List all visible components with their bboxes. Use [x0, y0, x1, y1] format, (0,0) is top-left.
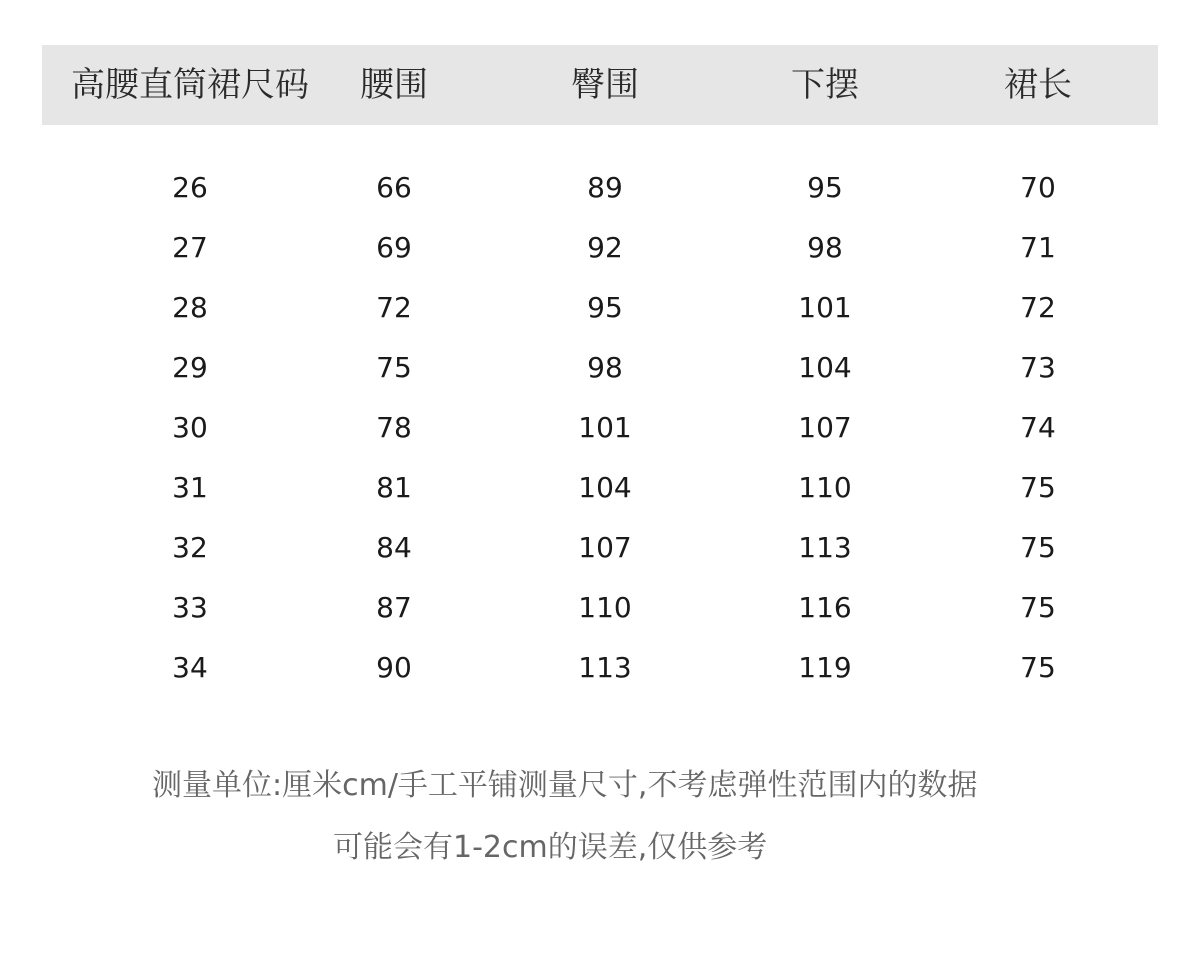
cell-hem: 116 — [798, 591, 852, 624]
cell-waist: 69 — [376, 231, 412, 264]
cell-hem: 119 — [798, 651, 852, 684]
cell-hem: 104 — [798, 351, 852, 384]
cell-size: 32 — [172, 531, 208, 564]
cell-hem: 95 — [807, 171, 843, 204]
cell-size: 30 — [172, 411, 208, 444]
header-waist: 腰围 — [360, 65, 428, 105]
cell-hem: 110 — [798, 471, 852, 504]
tolerance-note: 可能会有1-2cm的误差,仅供参考 — [333, 830, 768, 865]
cell-skirt-length: 75 — [1020, 591, 1056, 624]
header-size: 高腰直筒裙尺码 — [71, 65, 309, 105]
table-row — [42, 338, 1158, 398]
cell-skirt-length: 73 — [1020, 351, 1056, 384]
cell-hip: 107 — [578, 531, 632, 564]
cell-skirt-length: 75 — [1020, 471, 1056, 504]
table-row — [42, 638, 1158, 698]
cell-waist: 84 — [376, 531, 412, 564]
cell-skirt-length: 75 — [1020, 651, 1056, 684]
cell-hip: 98 — [587, 351, 623, 384]
cell-hip: 92 — [587, 231, 623, 264]
table-row — [42, 518, 1158, 578]
table-row — [42, 578, 1158, 638]
cell-waist: 90 — [376, 651, 412, 684]
cell-waist: 81 — [376, 471, 412, 504]
table-header-row — [42, 45, 1158, 125]
cell-hip: 89 — [587, 171, 623, 204]
cell-size: 27 — [172, 231, 208, 264]
cell-size: 31 — [172, 471, 208, 504]
cell-size: 29 — [172, 351, 208, 384]
header-skirt-length: 裙长 — [1004, 65, 1072, 105]
cell-hem: 98 — [807, 231, 843, 264]
size-chart-table — [42, 45, 1158, 698]
cell-hem: 101 — [798, 291, 852, 324]
table-row — [42, 458, 1158, 518]
cell-hip: 95 — [587, 291, 623, 324]
cell-waist: 72 — [376, 291, 412, 324]
cell-waist: 66 — [376, 171, 412, 204]
cell-size: 28 — [172, 291, 208, 324]
table-row — [42, 158, 1158, 218]
cell-waist: 87 — [376, 591, 412, 624]
cell-skirt-length: 75 — [1020, 531, 1056, 564]
cell-size: 33 — [172, 591, 208, 624]
cell-hip: 101 — [578, 411, 632, 444]
table-row — [42, 278, 1158, 338]
cell-waist: 75 — [376, 351, 412, 384]
cell-hip: 113 — [578, 651, 632, 684]
cell-skirt-length: 71 — [1020, 231, 1056, 264]
cell-skirt-length: 72 — [1020, 291, 1056, 324]
cell-hip: 110 — [578, 591, 632, 624]
table-body — [42, 158, 1158, 698]
cell-size: 34 — [172, 651, 208, 684]
table-row — [42, 218, 1158, 278]
cell-hip: 104 — [578, 471, 632, 504]
header-hip: 臀围 — [571, 65, 639, 105]
header-hem: 下摆 — [791, 65, 859, 105]
cell-hem: 107 — [798, 411, 852, 444]
measurement-note: 测量单位:厘米cm/手工平铺测量尺寸,不考虑弹性范围内的数据 — [152, 768, 978, 803]
cell-size: 26 — [172, 171, 208, 204]
cell-skirt-length: 70 — [1020, 171, 1056, 204]
cell-hem: 113 — [798, 531, 852, 564]
cell-waist: 78 — [376, 411, 412, 444]
cell-skirt-length: 74 — [1020, 411, 1056, 444]
table-row — [42, 398, 1158, 458]
